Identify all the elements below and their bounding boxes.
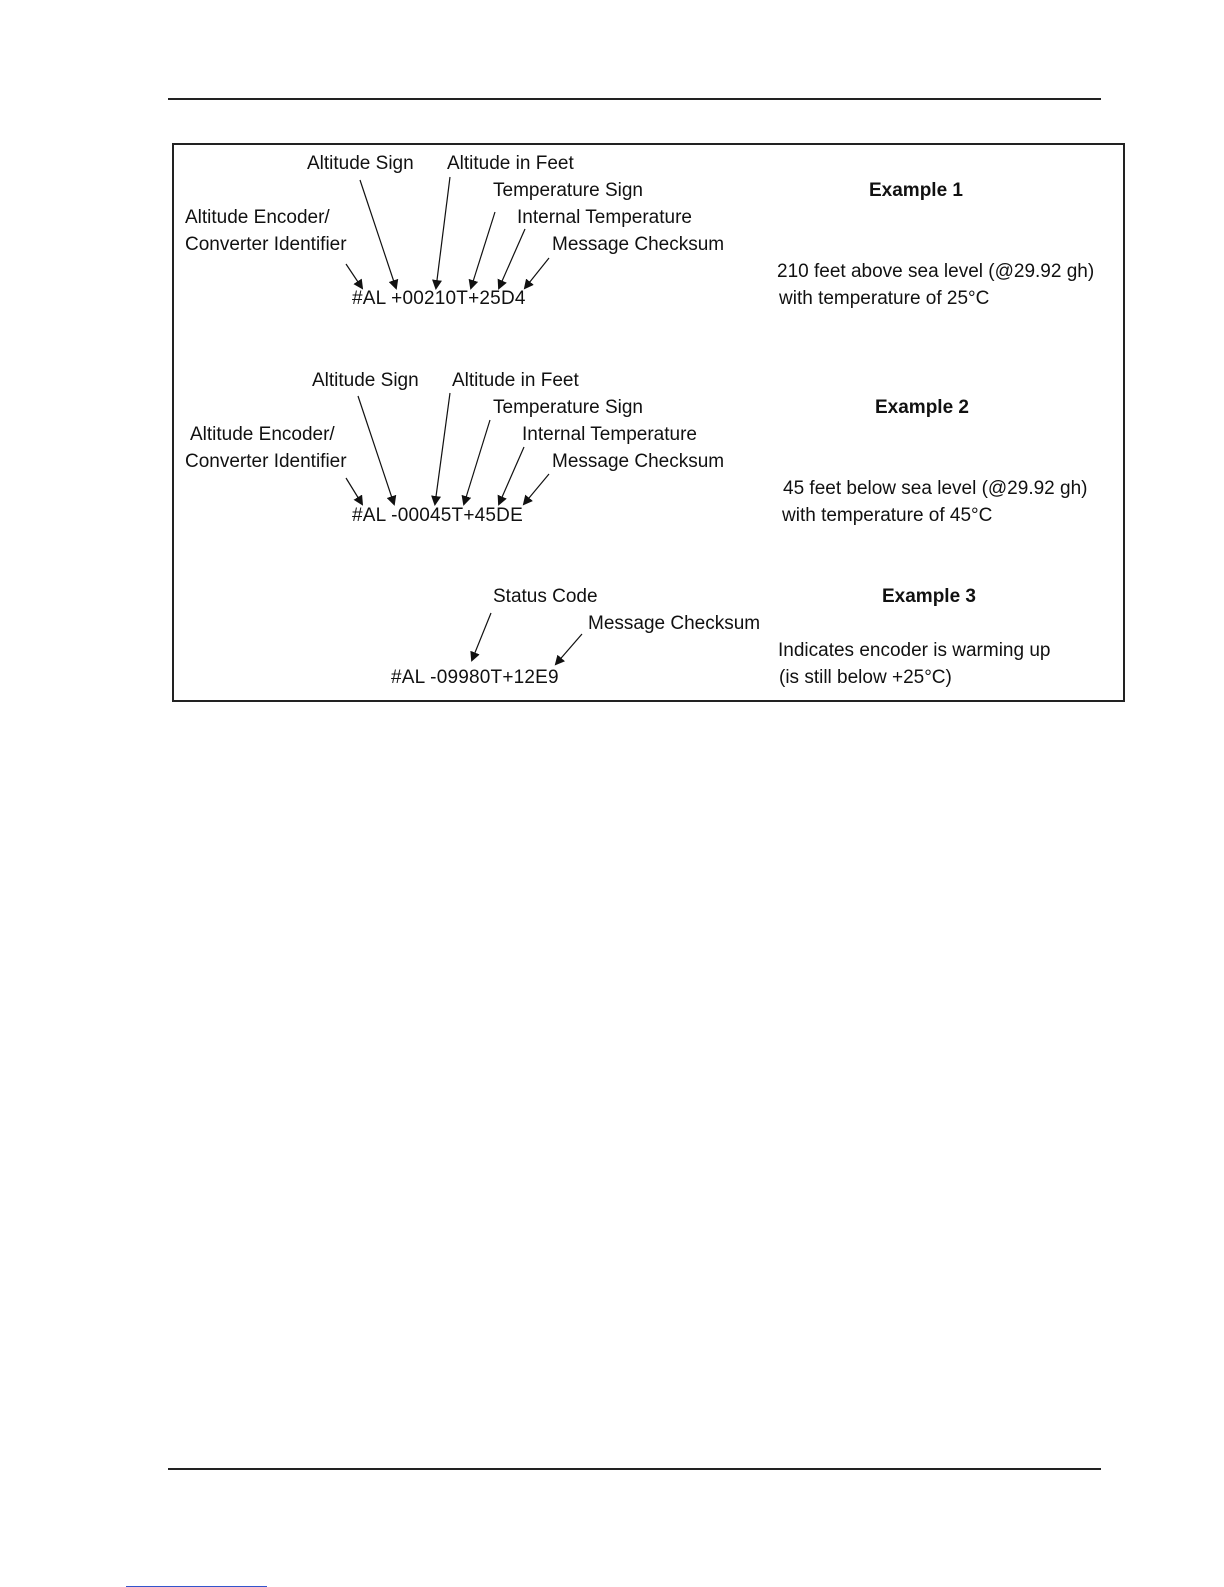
- ex3-description-line2: (is still below +25°C): [779, 667, 952, 688]
- ex2-description-line1: 45 feet below sea level (@29.92 gh): [783, 478, 1088, 499]
- ex2-encoder-id-label-line1: Altitude Encoder/: [190, 424, 335, 445]
- ex2-description-line2: with temperature of 45°C: [782, 505, 993, 526]
- ex1-message-checksum-label: Message Checksum: [552, 234, 725, 255]
- ex2-message-checksum-label: Message Checksum: [552, 451, 725, 472]
- ex1-altitude-sign-label: Altitude Sign: [307, 153, 414, 174]
- ex3-description-line1: Indicates encoder is warming up: [778, 640, 1051, 661]
- ex1-message: #AL +00210T+25D4: [352, 288, 526, 309]
- ex1-description-line2: with temperature of 25°C: [779, 288, 990, 309]
- ex1-altitude-in-feet-label: Altitude in Feet: [447, 153, 574, 174]
- ex2-temperature-sign-label: Temperature Sign: [493, 397, 643, 418]
- ex2-message: #AL -00045T+45DE: [352, 505, 523, 526]
- ex1-encoder-id-label-line2: Converter Identifier: [185, 234, 347, 255]
- ex2-altitude-in-feet-label: Altitude in Feet: [452, 370, 579, 391]
- header-rule: [168, 98, 1101, 100]
- ex2-encoder-id-label-line2: Converter Identifier: [185, 451, 347, 472]
- ex1-encoder-id-label-line1: Altitude Encoder/: [185, 207, 330, 228]
- ex1-temperature-sign-label: Temperature Sign: [493, 180, 643, 201]
- footer-rule: [168, 1468, 1101, 1470]
- ex3-status-code-label: Status Code: [493, 586, 598, 607]
- ex3-message-checksum-label: Message Checksum: [588, 613, 761, 634]
- example-2-title: Example 2: [875, 397, 969, 418]
- example-1-title: Example 1: [869, 180, 963, 201]
- ex2-altitude-sign-label: Altitude Sign: [312, 370, 419, 391]
- example-3-title: Example 3: [882, 586, 976, 607]
- ex3-message: #AL -09980T+12E9: [391, 667, 559, 688]
- ex1-internal-temperature-label: Internal Temperature: [517, 207, 692, 228]
- ex2-internal-temperature-label: Internal Temperature: [522, 424, 697, 445]
- ex1-description-line1: 210 feet above sea level (@29.92 gh): [777, 261, 1095, 282]
